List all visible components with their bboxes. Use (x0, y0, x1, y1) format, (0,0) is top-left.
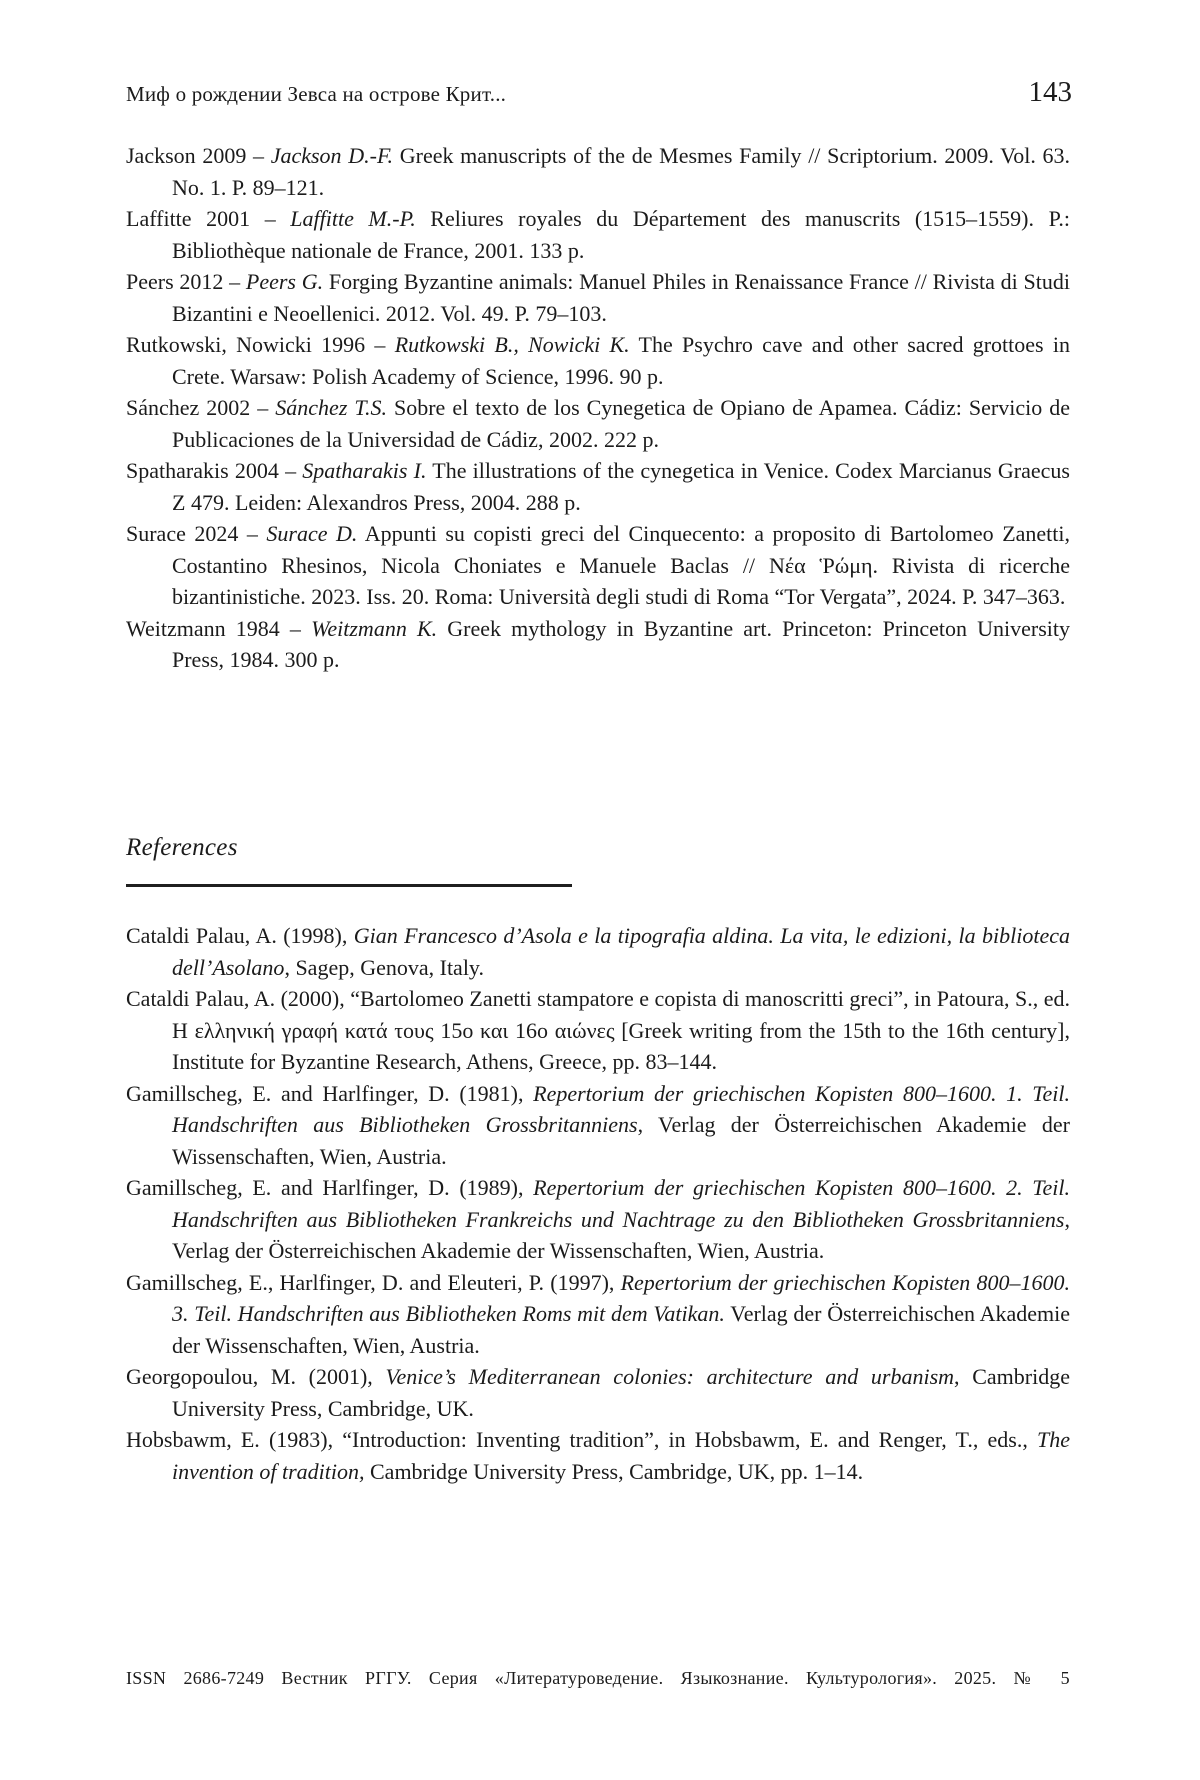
reference-entry (126, 920, 1070, 983)
running-title: Миф о рождении Зевса на острове Крит... (126, 82, 507, 106)
entry-text: Rutkowski, Nowicki 1996 – (126, 332, 395, 357)
entry-text: , Sagep, Genova, Italy. (284, 954, 485, 980)
entry-italic-text: Peers G. (245, 269, 324, 294)
bibliography-entry (126, 392, 1070, 455)
page-footer: ISSN 2686-7249 Вестник РГГУ. Серия «Литературоведение. Языкознание. Культурология». 2025. № 5 (126, 1668, 1070, 1688)
entry-text: , Verlag der Österreichischen Akademie der Wissenschaften, Wien, Austria. (172, 1206, 1070, 1263)
entry-text: Sánchez 2002 – (126, 395, 276, 420)
references-heading-rule (126, 884, 572, 887)
entry-text: Weitzmann 1984 – (126, 615, 312, 641)
entry-italic-text: Venice’s Mediterranean colonies: architecture and urbanism (385, 1364, 955, 1389)
bibliography-entry (126, 613, 1070, 676)
entry-text: , Verlag der Österreichischen Akademie der Wissenschaften, Wien, Austria. (172, 1112, 1070, 1169)
references-list (126, 920, 1070, 1487)
entry-text: Verlag der Österreichischen Akademie der Wissenschaften, Wien, Austria. (172, 1301, 1070, 1358)
entry-text: Laffitte 2001 – (126, 206, 291, 231)
reference-entry (126, 1078, 1070, 1173)
entry-italic-text: Gian Francesco d’Asola e la tipografia aldina. La vita, le edizioni, la biblioteca dell’Asolano (172, 923, 1070, 980)
entry-text: , Cambridge University Press, Cambridge, UK. (172, 1364, 1070, 1421)
entry-text: The Psychro cave and other sacred grottoes in Crete. Warsaw: Polish Academy of Science, 1996. 90 p. (172, 332, 1070, 389)
entry-text: The illustrations of the cynegetica in Venice. Codex Marcianus Graecus Z 479. Leiden: Alexandros Press, 2004. 288 p. (172, 458, 1070, 515)
entry-text: Georgopoulou, M. (2001), (126, 1364, 386, 1389)
bibliography-entry (126, 329, 1070, 392)
bibliography-entry (126, 140, 1070, 203)
entry-text: Cambridge University Press, Cambridge, UK, pp. 1–14. (364, 1458, 864, 1484)
entry-italic-text: Jackson D.-F. (270, 143, 394, 168)
page-number: 143 (1028, 76, 1072, 108)
bibliography-entry (126, 455, 1070, 518)
reference-entry (126, 1361, 1070, 1424)
entry-text: Hobsbawm, E. (1983), “Introduction: Inventing tradition”, in Hobsbawm, E. and Renger, T., eds., (126, 1427, 1037, 1452)
reference-entry (126, 1424, 1070, 1487)
running-header (126, 76, 1072, 109)
entry-text: Appunti su copisti greci del Cinquecento: a proposito di Bartolomeo Zanetti, Costantino Rhesinos, Nicola Choniates e Manuele Baclas // Νέα Ῥώμη. Rivista di ricerche bizantinistiche. 2023. Iss. 20. Roma: Università degli studi di Roma “Tor Vergata”, 2024. P. 347–363. (172, 521, 1070, 609)
bibliography-entry (126, 203, 1070, 266)
entry-italic-text: The invention of tradition, (172, 1427, 1070, 1484)
entry-text: Spatharakis 2004 – (126, 458, 303, 483)
entry-italic-text: Laffitte M.-P. (290, 206, 416, 231)
entry-text: Peers 2012 – (126, 269, 246, 294)
entry-text: Gamillscheg, E. and Harlfinger, D. (1981), (126, 1080, 534, 1106)
bibliography-entry (126, 518, 1070, 613)
entry-text: Jackson 2009 – (126, 143, 271, 168)
entry-italic-text: Repertorium der griechischen Kopisten 800–1600. 1. Teil. Handschriften aus Bibliotheken Grossbritanniens (172, 1080, 1070, 1137)
entry-text: Greek manuscripts of the de Mesmes Family // Scriptorium. 2009. Vol. 63. No. 1. P. 89–121. (172, 143, 1071, 200)
entry-text: Cataldi Palau, A. (2000), “Bartolomeo Zanetti stampatore e copista di manoscritti greci”, in Patoura, S., ed. Η ελληνική γραφή κατά τους 15ο και 16ο αιώνες [Greek writing from the 15th to the 16th century], Institute for Byzantine Research, Athens, Greece, pp. 83–144. (126, 986, 1070, 1074)
entry-text: Greek mythology in Byzantine art. Princeton: Princeton University Press, 1984. 300 p. (172, 615, 1070, 672)
bibliography-entry (126, 266, 1070, 329)
entry-text: Surace 2024 – (126, 521, 267, 546)
entry-text: Sobre el texto de los Cynegetica de Opiano de Apamea. Cádiz: Servicio de Publicaciones de la Universidad de Cádiz, 2002. 222 p. (172, 395, 1070, 452)
entry-text: Forging Byzantine animals: Manuel Philes in Renaissance France // Rivista di Studi Bizantini e Neoellenici. 2012. Vol. 49. P. 79–103. (172, 269, 1070, 326)
entry-italic-text: Repertorium der griechischen Kopisten 800–1600. 2. Teil. Handschriften aus Bibliotheken Frankreichs und Nachtrage zu den Bibliotheken Grossbritanniens (172, 1175, 1070, 1232)
entry-italic-text: Rutkowski B., Nowicki K. (394, 332, 630, 357)
entry-italic-text: Spatharakis I. (302, 458, 427, 483)
entry-text: Cataldi Palau, A. (1998), (126, 923, 354, 948)
entry-italic-text: Sánchez T.S. (275, 395, 387, 420)
entry-italic-text: Repertorium der griechischen Kopisten 800–1600. 3. Teil. Handschriften aus Bibliotheken Roms mit dem Vatikan. (172, 1269, 1070, 1326)
entry-text: Gamillscheg, E. and Harlfinger, D. (1989), (126, 1175, 534, 1200)
references-heading: References (126, 834, 238, 861)
bibliography-list (126, 140, 1070, 676)
reference-entry (126, 1267, 1070, 1362)
entry-italic-text: Surace D. (266, 521, 358, 546)
entry-italic-text: Weitzmann K. (311, 615, 438, 641)
reference-entry (126, 983, 1070, 1078)
entry-text: Gamillscheg, E., Harlfinger, D. and Eleuteri, P. (1997), (126, 1269, 621, 1295)
entry-text: Reliures royales du Département des manuscrits (1515–1559). P.: Bibliothèque nationale de France, 2001. 133 p. (172, 206, 1070, 263)
reference-entry (126, 1172, 1070, 1267)
